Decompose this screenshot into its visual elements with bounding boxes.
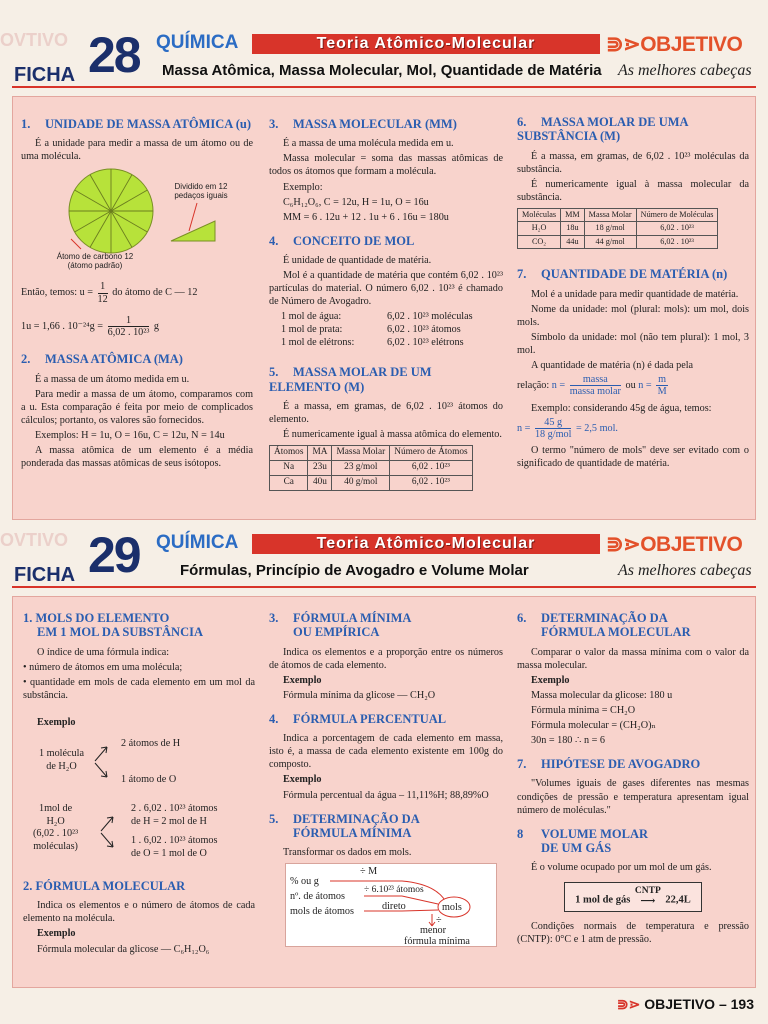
table-header: Moléculas	[518, 208, 561, 222]
paragraph: Símbolo da unidade: mol (não tem plural): 1 mol, 3 mol.	[517, 331, 749, 356]
paragraph: Indica a porcentagem de cada elemento em massa, isto é, a massa de cada elemento existente em 100g do composto.	[269, 733, 503, 771]
subject-label: QUÍMICA	[156, 32, 239, 53]
paragraph: C₆H₁₂O₆, C = 12u, H = 1u, O = 16u	[283, 196, 429, 208]
table-row: Ca 40u 40 g/mol 6,02 . 10²³	[270, 476, 473, 491]
section-title: 1. UNIDADE DE MASSA ATÔMICA (u)	[21, 117, 252, 131]
table-header: Número de Átomos	[390, 446, 472, 461]
ficha-29-header	[0, 528, 768, 590]
paragraph: A quantidade de matéria (n) é dada pela	[531, 360, 694, 372]
ficha-number: 28	[88, 27, 140, 83]
page-footer	[617, 996, 754, 1013]
paragraph: Transformar os dados em mols.	[283, 847, 412, 859]
section-title: 3. FÓRMULA MÍNIMA OU EMPÍRICA	[269, 611, 412, 640]
paragraph: Nome da unidade: mol (plural: mols): um mol, dois mols.	[517, 303, 749, 328]
objetivo-logo: ⋑⋗OBJETIVO	[606, 533, 743, 556]
ficha-28-header	[0, 28, 768, 90]
paragraph: "Volumes iguais de gases diferentes nas mesmas condições de pressão e temperatura apresentam igual número de moléculas."	[517, 778, 749, 816]
example-label: Exemplo	[37, 716, 76, 728]
section-title: 8 VOLUME MOLAR DE UM GÁS	[517, 826, 649, 855]
paragraph: É a massa de um átomo medida em u.	[35, 373, 190, 385]
section-title: 2. MASSA ATÔMICA (MA)	[21, 352, 183, 367]
mol-diagram: 1mol de H₂O (6,02 . 10²³ moléculas) 2 . 6,02 . 10²³ átomos de H = 2 mol de H 1 . 6,02 . 10²³ átomos de O = 1 mol de O	[23, 803, 255, 865]
ficha28-column-3	[517, 97, 749, 519]
paragraph: Exemplo: considerando 45g de água, temos:	[531, 402, 712, 414]
bullet-item: • quantidade em mols de cada elemento em um mol da substância.	[23, 676, 255, 701]
ficha-subtitle: Massa Atômica, Massa Molecular, Mol, Quantidade de Matéria	[162, 62, 602, 79]
ghost-text: OVTIVO	[0, 30, 69, 50]
paragraph: Fórmula mínima = CH₂O	[531, 704, 636, 716]
ghost-text: OVTIVO	[0, 530, 69, 550]
ficha28-column-2	[269, 97, 503, 519]
paragraph: Massa molecular da glicose: 180 u	[531, 689, 673, 701]
equation-u: Então, temos: u = $\frac{1}{12}$ do átomo de C — 12	[21, 281, 198, 305]
carbon-figure	[21, 165, 253, 277]
ficha-number: 29	[88, 527, 140, 583]
list-item: 1 mol de água: 6,02 . 10²³ moléculas	[281, 311, 473, 323]
ficha-28-panel	[12, 96, 756, 520]
section-title: 3. MASSA MOLECULAR (MM)	[269, 117, 457, 131]
paragraph: O termo "número de mols" deve ser evitado com o significado de quantidade de matéria.	[517, 445, 749, 470]
section-title: 7. HIPÓTESE DE AVOGADRO	[517, 757, 701, 772]
ficha29-column-1	[23, 597, 255, 987]
section-title: 1. MOLS DO ELEMENTO EM 1 MOL DA SUBSTÂNCIA	[23, 611, 203, 640]
molar-volume-box: 1 mol de gás CNTP ⟶ 22,4L	[517, 882, 749, 912]
logo-arrows-icon: ⋑⋗	[616, 996, 641, 1012]
element-molar-mass-table	[269, 445, 473, 491]
paragraph: Fórmula percentual da água – 11,11%H; 88,89%O	[283, 789, 489, 801]
paragraph: 30n = 180 ∴ n = 6	[531, 735, 606, 747]
table-header: MM	[561, 208, 585, 222]
paragraph: A massa atômica de um elemento é a média ponderada das massas atômicas de seus isótopos.	[21, 444, 253, 469]
paragraph: É a massa de uma molécula medida em u.	[283, 138, 454, 150]
min-formula-flow: ÷ M % ou g nº. de átomos ÷ 6.10²³ átomos mols de átomos direto mols ÷ menor fórmula mínima	[285, 863, 497, 947]
relation-formula: relação: n = $\frac{\text{massa}}{\text{massa molar}}$ ou n = $\frac{m}{M}$	[517, 374, 667, 398]
paragraph: É o volume ocupado por um mol de um gás.	[531, 862, 712, 874]
table-header: Massa Molar	[332, 446, 390, 461]
paragraph: Exemplos: H = 1u, O = 16u, C = 12u, N = 14u	[35, 429, 225, 441]
paragraph: O índice de uma fórmula indica:	[37, 646, 170, 658]
section-title: 5. DETERMINAÇÃO DA FÓRMULA MÍNIMA	[269, 811, 420, 840]
paragraph: Fórmula molecular = (CH₂O)ₙ	[531, 719, 656, 731]
substance-molar-mass-table	[517, 208, 718, 250]
paragraph: Condições normais de temperatura e pressão (CNTP): 0°C e 1 atm de pressão.	[517, 921, 749, 946]
table-header: MA	[308, 446, 332, 461]
ficha-subtitle: Fórmulas, Princípio de Avogadro e Volume Molar	[180, 562, 529, 579]
slogan: As melhores cabeças	[618, 62, 752, 79]
list-item: 1 mol de elétrons: 6,02 . 10²³ elétrons	[281, 337, 464, 349]
section-title: 5. MASSA MOLAR DE UM ELEMENTO (M)	[269, 365, 432, 394]
example-label: Exemplo	[37, 928, 76, 940]
header-rule	[12, 86, 756, 88]
topic-banner: Teoria Atômico-Molecular	[252, 534, 600, 554]
paragraph: MM = 6 . 12u + 12 . 1u + 6 . 16u = 180u	[283, 211, 449, 223]
ficha28-column-1	[21, 97, 253, 519]
paragraph: Massa molecular = soma das massas atômicas de todos os átomos que formam a molécula.	[269, 153, 503, 178]
example-label: Exemplo	[283, 674, 322, 686]
topic-banner: Teoria Atômico-Molecular	[252, 34, 600, 54]
ficha29-column-3	[517, 597, 749, 987]
paragraph: Exemplo:	[283, 181, 323, 193]
paragraph: Indica os elementos e o número de átomos de cada elemento na molécula.	[23, 900, 255, 925]
ficha29-column-2	[269, 597, 503, 987]
paragraph: É a massa, em gramas, de 6,02 . 10²³ moléculas da substância.	[517, 150, 749, 175]
table-row: H₂O 18u 18 g/mol 6,02 . 10²³	[518, 222, 718, 236]
page-number: – 193	[718, 996, 754, 1012]
equation-1u: 1u = 1,66 . 10⁻²⁴g = $\frac{1}{\text{6,02 . 10²³}}$ g	[21, 314, 160, 339]
example-label: Exemplo	[283, 774, 322, 786]
bullet-item: • número de átomos em uma molécula;	[23, 661, 183, 673]
section-title: 6. DETERMINAÇÃO DA FÓRMULA MOLECULAR	[517, 611, 691, 640]
list-item: 1 mol de prata: 6,02 . 10²³ átomos	[281, 324, 461, 336]
section-title: 4. FÓRMULA PERCENTUAL	[269, 711, 447, 726]
figure-label: Dividido em 12 pedaços iguais	[174, 182, 228, 201]
paragraph: É a unidade para medir a massa de um átomo ou de uma molécula.	[21, 138, 253, 163]
table-header: Massa Molar	[584, 208, 636, 222]
footer-brand: OBJETIVO	[644, 996, 716, 1012]
section-title: 2. FÓRMULA MOLECULAR	[23, 878, 186, 893]
figure-caption: Átomo de carbono 12 (átomo padrão)	[56, 252, 134, 271]
example-label: Exemplo	[531, 674, 570, 686]
molecule-diagram: 1 molécula de H₂O 2 átomos de H 1 átomo de O	[23, 733, 255, 795]
table-row: CO₂ 44u 44 g/mol 6,02 . 10²³	[518, 235, 718, 249]
table-header: Número de Moléculas	[636, 208, 718, 222]
logo-arrows-icon: ⋑⋗	[606, 533, 641, 556]
paragraph: Indica os elementos e a proporção entre os números de átomos de cada elemento.	[269, 646, 503, 671]
header-rule	[12, 586, 756, 588]
paragraph: Comparar o valor da massa mínima com o valor da massa molecular.	[517, 646, 749, 671]
ficha-label: FICHA	[14, 564, 76, 586]
section-title: 4. CONCEITO DE MOL	[269, 233, 415, 248]
table-header: Átomos	[270, 446, 308, 461]
paragraph: É unidade de quantidade de matéria.	[283, 255, 432, 267]
section-title: 7. QUANTIDADE DE MATÉRIA (n)	[517, 267, 728, 282]
example-formula: n = $\frac{45 g}{\text{18 g/mol}}$ = 2,5 mol.	[517, 416, 618, 440]
mol-examples	[269, 310, 503, 349]
subject-label: QUÍMICA	[156, 532, 239, 553]
paragraph: Fórmula molecular da glicose — C₆H₁₂O₆	[37, 943, 210, 955]
paragraph: É numericamente igual à massa atômica do elemento.	[283, 429, 502, 441]
paragraph: Mol é a quantidade de matéria que contém 6,02 . 10²³ partículas do material. O número 6,02 . 10²³ é chamado de Número de Avogadro.	[269, 270, 503, 308]
paragraph: Fórmula mínima da glicose — CH₂O	[283, 689, 436, 701]
ficha-label: FICHA	[14, 64, 76, 86]
paragraph: É a massa, em gramas, de 6,02 . 10²³ átomos do elemento.	[269, 401, 503, 426]
paragraph: É numericamente igual à massa molecular da substância.	[517, 178, 749, 203]
slogan: As melhores cabeças	[618, 562, 752, 579]
section-title: 6. MASSA MOLAR DE UMA SUBSTÂNCIA (M)	[517, 115, 688, 144]
paragraph: Para medir a massa de um átomo, comparamos com a u. Esta comparação é feita por meio de complicados cálculos; portanto, os valores são fornecidos.	[21, 388, 253, 426]
table-row: Na 23u 23 g/mol 6,02 . 10²³	[270, 461, 473, 476]
ficha-29-panel	[12, 596, 756, 988]
paragraph: Mol é a unidade para medir quantidade de matéria.	[531, 288, 739, 300]
objetivo-logo: ⋑⋗OBJETIVO	[606, 33, 743, 56]
logo-arrows-icon: ⋑⋗	[606, 33, 641, 56]
